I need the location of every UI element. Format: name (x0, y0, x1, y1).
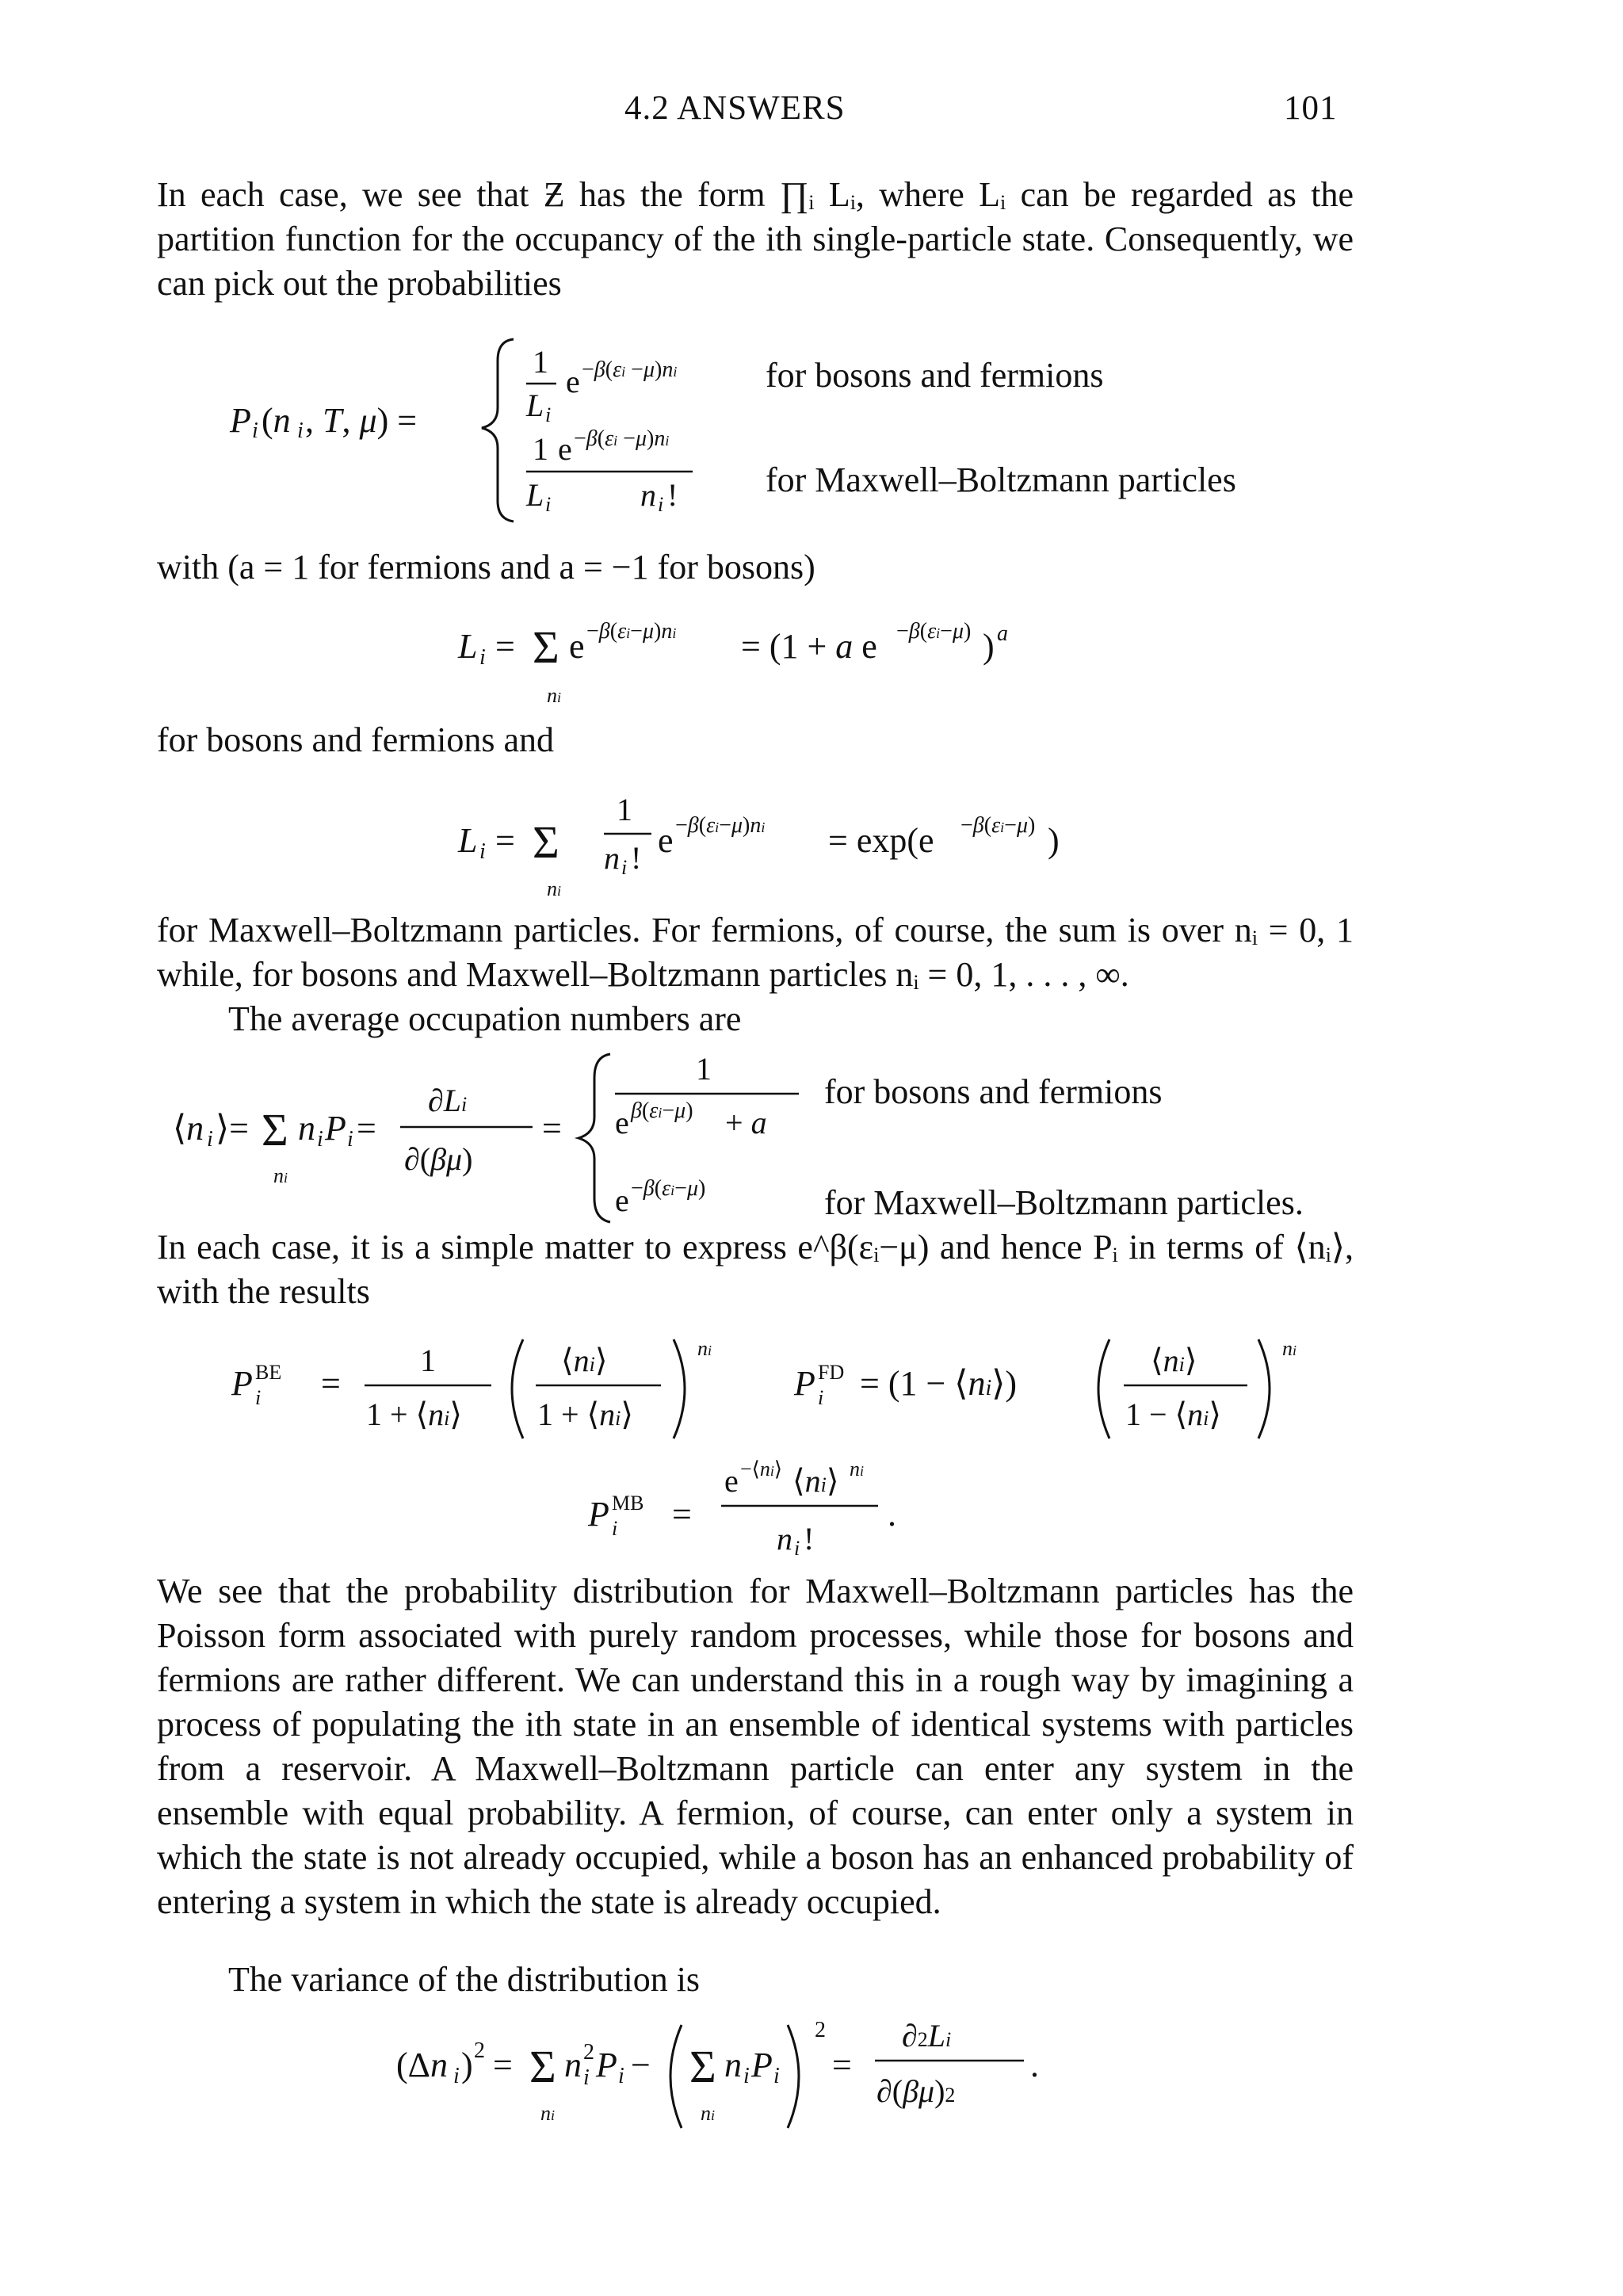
svg-text:⟨ni⟩: ⟨ni⟩ (792, 1463, 839, 1499)
svg-text:ni: ni (701, 2102, 716, 2125)
svg-text:i: i (773, 2064, 780, 2088)
svg-text:+ a: + a (725, 1105, 767, 1140)
svg-text:.: . (1030, 2046, 1039, 2084)
svg-text:n: n (604, 840, 620, 876)
svg-text:e: e (569, 627, 585, 666)
svg-text:ni: ni (1282, 1337, 1297, 1360)
svg-text:BE: BE (255, 1361, 282, 1384)
svg-text:i: i (794, 1537, 800, 1560)
svg-text:P: P (325, 1109, 346, 1148)
svg-text:=: = (357, 1109, 376, 1148)
paragraph-average: The average occupation numbers are (228, 999, 742, 1038)
svg-text:1: 1 (696, 1051, 712, 1087)
svg-text:L: L (458, 821, 478, 860)
svg-text:= (1 − ⟨ni⟩): = (1 − ⟨ni⟩) (860, 1364, 1018, 1403)
svg-text:−⟨ni⟩: −⟨ni⟩ (740, 1457, 782, 1480)
svg-text:⟨ni⟩: ⟨ni⟩ (1151, 1343, 1197, 1378)
svg-text:⟨n: ⟨n (173, 1109, 204, 1148)
svg-text:1 + ⟨ni⟩: 1 + ⟨ni⟩ (537, 1396, 634, 1432)
svg-text:ni: ni (850, 1457, 865, 1480)
svg-text:2: 2 (474, 2038, 485, 2063)
svg-text:i: i (545, 403, 552, 426)
svg-text:e: e (724, 1463, 739, 1499)
svg-text:=: = (495, 627, 515, 666)
equation-maxwell-boltzmann (587, 1457, 896, 1560)
svg-text:1 + ⟨ni⟩: 1 + ⟨ni⟩ (366, 1396, 463, 1432)
svg-text:i: i (545, 493, 552, 516)
svg-text:FD: FD (818, 1361, 845, 1384)
svg-text:∂(βμ)2: ∂(βμ)2 (876, 2073, 956, 2109)
paragraph-mb-sum: for Maxwell–Boltzmann particles. For fermions, of course, the sum is over nᵢ = 0, 1 while, for bosons and Maxwell–Boltzmann particles nᵢ = 0, 1, . . . , ∞. (157, 911, 1354, 994)
svg-text:n: n (564, 2046, 582, 2084)
label-bosons-fermions-2: for bosons and fermions (824, 1072, 1163, 1111)
paragraph-intro: In each case, we see that Ƶ has the form ∏ᵢ Lᵢ, where Lᵢ can be regarded as the partition function for the occupancy of the ith single-particle state. Consequently, we can pick out the probabilities (157, 175, 1354, 303)
svg-text:−β(εi −μ)ni: −β(εi −μ)ni (574, 426, 670, 451)
svg-text:i: i (621, 856, 628, 879)
svg-text:i: i (743, 2064, 750, 2088)
paragraph-with-a: with (a = 1 for fermions and a = −1 for bosons) (157, 548, 815, 586)
svg-text:∂2Li: ∂2Li (902, 2018, 952, 2053)
svg-text:P: P (230, 401, 251, 440)
svg-text:e: e (615, 1105, 629, 1140)
paragraph-variance: The variance of the distribution is (228, 1960, 701, 1999)
svg-text:i: i (618, 2064, 624, 2088)
svg-text:−β(εi−μ): −β(εi−μ) (960, 813, 1036, 838)
svg-text:n: n (640, 477, 656, 513)
svg-text:(n: (n (262, 401, 291, 440)
svg-text:1: 1 (617, 792, 632, 827)
svg-text:−β(εi−μ): −β(εi−μ) (896, 619, 972, 644)
svg-text:n: n (298, 1109, 315, 1148)
svg-text:i: i (317, 1127, 323, 1152)
svg-text:i: i (583, 2065, 590, 2090)
svg-text:=: = (542, 1109, 562, 1148)
svg-text:i: i (252, 418, 258, 443)
svg-text:i: i (479, 645, 486, 670)
svg-text:=: = (495, 821, 515, 860)
svg-text:P: P (596, 2046, 617, 2084)
svg-text:Σ: Σ (533, 816, 559, 868)
svg-text:∂(βμ): ∂(βμ) (404, 1141, 473, 1177)
svg-text:i: i (255, 1386, 262, 1409)
svg-text:P: P (794, 1364, 815, 1403)
svg-text:L: L (526, 388, 544, 423)
label-mb-particles-1: for Maxwell–Boltzmann particles (766, 460, 1236, 499)
svg-text:Σ: Σ (533, 621, 559, 673)
svg-text:Σ: Σ (689, 2041, 716, 2092)
svg-text:−β(εi−μ): −β(εi−μ) (631, 1176, 706, 1201)
svg-text:∂Li: ∂Li (428, 1083, 468, 1118)
svg-text:i: i (207, 1127, 213, 1152)
svg-text:L: L (458, 627, 478, 666)
svg-text:n: n (724, 2046, 742, 2084)
equation-partition-mb (457, 792, 1060, 900)
svg-text:−β(εi −μ)ni: −β(εi −μ)ni (582, 357, 678, 382)
label-mb-particles-2: for Maxwell–Boltzmann particles. (824, 1183, 1304, 1222)
svg-text:!: ! (667, 477, 678, 513)
svg-text:−β(εi−μ)ni: −β(εi−μ)ni (675, 813, 766, 838)
svg-text:⟨ni⟩: ⟨ni⟩ (561, 1343, 608, 1378)
svg-text:2: 2 (583, 2040, 594, 2065)
paragraph-bf-and: for bosons and fermions and (157, 720, 555, 759)
svg-text:ni: ni (547, 877, 562, 900)
svg-text:ni: ni (547, 684, 562, 707)
svg-text:): ) (1048, 821, 1060, 860)
svg-text:): ) (461, 2046, 473, 2084)
svg-text:⟩=: ⟩= (216, 1109, 249, 1148)
svg-text:1: 1 (420, 1343, 436, 1378)
svg-text:=: = (672, 1495, 692, 1534)
svg-text:P: P (231, 1364, 253, 1403)
section-header: 4.2 ANSWERS (624, 90, 846, 127)
paragraph-express: In each case, it is a simple matter to express e^β(εᵢ−μ) and hence Pᵢ in terms of ⟨nᵢ⟩, with the results (157, 1228, 1354, 1311)
svg-text:Σ: Σ (529, 2041, 556, 2092)
svg-text:): ) (983, 627, 995, 666)
svg-text:β(εi−μ): β(εi−μ) (631, 1098, 693, 1123)
svg-text:!: ! (804, 1521, 815, 1557)
svg-text:2: 2 (815, 2018, 826, 2042)
svg-text:= (1 + a e: = (1 + a e (741, 627, 877, 666)
svg-text:ni: ni (540, 2102, 556, 2125)
svg-text:n: n (777, 1521, 792, 1557)
svg-text:, T, μ) =: , T, μ) = (305, 401, 418, 440)
svg-text:i: i (297, 418, 304, 443)
svg-text:i: i (612, 1517, 618, 1540)
equation-partition-bf (457, 619, 1008, 707)
svg-text:=: = (321, 1364, 341, 1403)
svg-text:e: e (566, 364, 580, 399)
svg-text:a: a (997, 621, 1008, 646)
svg-text:MB: MB (612, 1492, 644, 1515)
svg-text:= exp(e: = exp(e (828, 821, 934, 860)
svg-text:−: − (631, 2046, 651, 2084)
svg-text:i: i (658, 493, 664, 516)
svg-text:−β(εi−μ)ni: −β(εi−μ)ni (586, 619, 677, 644)
svg-text:i: i (818, 1386, 824, 1409)
equation-probability (229, 339, 693, 521)
svg-text:1 − ⟨ni⟩: 1 − ⟨ni⟩ (1125, 1396, 1222, 1432)
svg-text:e: e (658, 821, 674, 860)
svg-text:1: 1 (533, 431, 548, 467)
equation-average-occupation (173, 1051, 799, 1222)
label-bosons-fermions-1: for bosons and fermions (766, 356, 1104, 395)
svg-text:L: L (526, 477, 544, 513)
page-number: 101 (1284, 90, 1338, 127)
svg-text:i: i (347, 1127, 353, 1152)
svg-text:=: = (832, 2046, 852, 2084)
equation-variance (396, 2018, 1039, 2128)
svg-text:i: i (479, 839, 486, 864)
svg-text:1: 1 (533, 344, 548, 380)
svg-text:Σ: Σ (262, 1104, 288, 1156)
svg-text:ni: ni (697, 1337, 712, 1360)
svg-text:!: ! (631, 840, 642, 876)
svg-text:ni: ni (273, 1164, 288, 1187)
svg-text:(Δn: (Δn (396, 2046, 448, 2084)
equation-fermi-dirac (793, 1337, 1296, 1438)
svg-text:.: . (888, 1495, 896, 1534)
svg-text:e: e (615, 1182, 629, 1218)
paragraph-poisson: We see that the probability distribution for Maxwell–Boltzmann particles has the Poisson form associated with purely random processes, while those for bosons and fermions are rather different. We can understand this in a rough way by imagining a process of populating the ith state in an ensemble of identical systems with particles from a reservoir. A Maxwell–Boltzmann particle can enter any system in the ensemble with equal probability. A fermion, of course, can enter only a system in which the state is not already occupied, while a boson has an enhanced probability of entering a system in which the state is already occupied. (157, 1572, 1354, 1921)
svg-text:P: P (751, 2046, 773, 2084)
svg-text:P: P (588, 1495, 609, 1534)
svg-text:i: i (453, 2064, 460, 2088)
equation-bose-einstein (231, 1337, 712, 1438)
svg-text:=: = (493, 2046, 513, 2084)
svg-text:e: e (558, 431, 572, 467)
